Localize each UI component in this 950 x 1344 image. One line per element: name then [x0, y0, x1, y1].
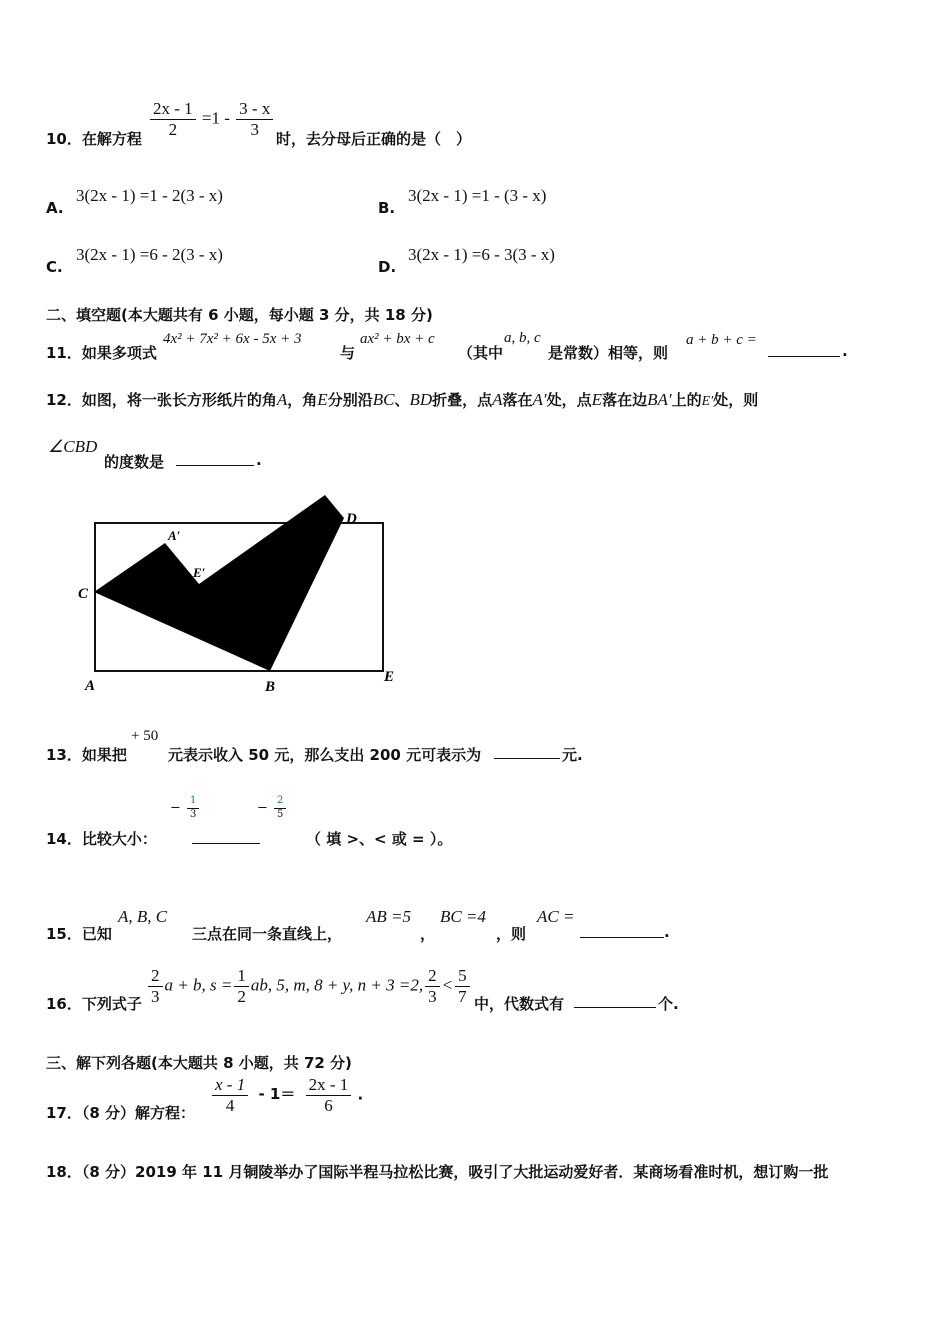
- fraction: [187, 796, 199, 820]
- label-a: A: [85, 678, 96, 694]
- q11-mid: （其中: [458, 344, 504, 362]
- q11-consts: a, b, c: [504, 330, 541, 346]
- option-c-expr: 3(2x - 1) =6 - 2(3 - x): [76, 245, 223, 264]
- section-heading-3: 三、解下列各题(本大题共 8 小题，共 72 分): [46, 1054, 352, 1072]
- fraction-numerator: 1: [187, 796, 199, 809]
- q12-text-g: 落在边: [602, 391, 648, 409]
- q16-end: 个.: [658, 995, 679, 1013]
- answer-blank[interactable]: [192, 829, 260, 848]
- q11-and: 与: [340, 344, 356, 362]
- minus-sign: −: [257, 800, 268, 816]
- fraction-denominator: 3: [428, 986, 437, 1006]
- q12-text-c: 分别沿: [327, 391, 373, 409]
- fraction-numerator: 2x - 1: [150, 100, 196, 120]
- fraction-numerator: 2: [148, 967, 163, 987]
- q12-point-e2: E: [591, 390, 603, 409]
- q14-fraction-2: [257, 796, 288, 820]
- fraction: [234, 967, 249, 1006]
- option-d-label: D.: [378, 258, 397, 276]
- q14-prefix: 14．比较大小：: [46, 830, 157, 848]
- fraction: [455, 967, 470, 1006]
- fraction: [236, 100, 273, 139]
- q15-points: A, B, C: [118, 907, 168, 926]
- q12-text-f: 处，点: [546, 391, 592, 409]
- answer-blank[interactable]: [494, 744, 560, 763]
- q11-poly1: 4x² + 7x² + 6x - 5x + 3: [163, 331, 302, 347]
- fraction-numerator: 2: [274, 796, 286, 809]
- folded-shape: [94, 495, 344, 671]
- q15-comma: ，: [420, 925, 436, 943]
- q12-point-a: A: [276, 390, 288, 409]
- q12-text-h: 上的: [671, 391, 702, 409]
- equation-middle: =1 -: [201, 108, 230, 128]
- q12-point-ep: E′: [701, 394, 714, 409]
- q12-text-b: ，角: [287, 391, 318, 409]
- q12-text-d: 折叠，点: [432, 391, 493, 409]
- fraction-denominator: 3: [151, 986, 160, 1006]
- fraction: [306, 1076, 352, 1115]
- q13-text: 元表示收入 50 元，那么支出 200 元可表示为: [168, 746, 482, 764]
- q16-part2: ab, 5, m, 8 + y, n + 3 =2,: [250, 975, 424, 995]
- q11-poly2: ax² + bx + c: [360, 331, 435, 347]
- q12-angle: ∠CBD: [48, 437, 98, 456]
- q15-prefix: 15．已知: [46, 925, 112, 943]
- q18-text: 18．（8 分）2019 年 11 月铜陵举办了国际半程马拉松比赛，吸引了大批运动爱好者．某商场看准时机，想订购一批: [46, 1163, 829, 1181]
- label-d: D: [346, 511, 357, 527]
- label-e-prime: E′: [193, 565, 206, 580]
- q12-text-e: 落在: [502, 391, 533, 409]
- q12-point-a2: A: [492, 390, 503, 409]
- q15-text: 三点在同一条直线上，: [192, 925, 343, 943]
- section-heading-2: 二、填空题(本大题共有 6 小题，每小题 3 分，共 18 分): [46, 306, 433, 324]
- fraction-numerator: x - 1: [212, 1076, 248, 1096]
- label-e: E: [384, 669, 395, 685]
- fraction-denominator: 4: [225, 1095, 235, 1115]
- fraction: [150, 100, 196, 139]
- answer-blank[interactable]: [574, 993, 656, 1012]
- q12-text-i: 处，则: [713, 391, 759, 409]
- fraction-numerator: 2x - 1: [306, 1076, 352, 1096]
- q17-end: .: [357, 1085, 364, 1104]
- fraction-denominator: 5: [277, 808, 284, 820]
- label-a-prime: A′: [168, 528, 181, 543]
- label-b: B: [265, 679, 276, 695]
- q10-tail: 时，去分母后正确的是（ ）: [276, 130, 472, 148]
- fraction-numerator: 1: [234, 967, 249, 987]
- q12-point-ap: A′: [532, 390, 547, 409]
- q12-segment-bap: BA′: [647, 390, 672, 409]
- fraction-denominator: 7: [458, 986, 467, 1006]
- q11-prefix: 11．如果多项式: [46, 344, 157, 362]
- label-c: C: [78, 586, 89, 602]
- q11-mid2: 是常数）相等，则: [548, 344, 669, 362]
- fraction-numerator: 3 - x: [236, 100, 273, 120]
- q12-sep: 、: [394, 391, 410, 409]
- q12-segment-bc: BC: [372, 390, 395, 409]
- answer-blank[interactable]: [768, 342, 840, 361]
- q13-end: 元.: [562, 746, 583, 764]
- minus-sign: −: [170, 800, 181, 816]
- q14-fraction-1: [170, 796, 201, 820]
- q12-segment-bd: BD: [409, 390, 433, 409]
- fraction-denominator: 3: [190, 808, 197, 820]
- q16-part1: a + b, s =: [164, 975, 233, 995]
- q15-then: ，则: [496, 925, 527, 943]
- q12-line1: [46, 389, 758, 410]
- q10-equation: [148, 100, 275, 139]
- q13-value: + 50: [131, 728, 159, 744]
- fraction: [425, 967, 440, 1006]
- q11-end: .: [842, 342, 848, 360]
- option-a-expr: 3(2x - 1) =1 - 2(3 - x): [76, 186, 223, 205]
- less-than: <: [441, 975, 454, 995]
- answer-blank[interactable]: [176, 451, 254, 470]
- q10-prefix: 10．在解方程: [46, 130, 142, 148]
- q16-text: 中，代数式有: [474, 995, 565, 1013]
- q16-prefix: 16．下列式子: [46, 995, 142, 1013]
- q17-equation: [210, 1076, 363, 1115]
- q15-end: .: [664, 923, 670, 941]
- q12-point-e: E: [317, 390, 328, 409]
- q17-prefix: 17．（8 分）解方程：: [46, 1104, 196, 1122]
- q14-hint: （ 填 >、< 或 = ）。: [306, 830, 453, 848]
- fraction: [212, 1076, 248, 1115]
- option-b-label: B.: [378, 199, 396, 217]
- option-b-expr: 3(2x - 1) =1 - (3 - x): [408, 186, 547, 205]
- fraction-denominator: 3: [250, 119, 259, 139]
- q11-expr: a + b + c =: [686, 332, 757, 348]
- q15-ac: AC =: [537, 907, 575, 926]
- q12-line2: 的度数是: [104, 453, 165, 471]
- q12-text-a: 12．如图，将一张长方形纸片的角: [46, 391, 277, 409]
- q17-mid: - 1＝: [258, 1085, 296, 1104]
- option-d-expr: 3(2x - 1) =6 - 3(3 - x): [408, 245, 555, 264]
- option-c-label: C.: [46, 258, 63, 276]
- fraction-denominator: 6: [324, 1095, 333, 1115]
- fraction-numerator: 5: [455, 967, 470, 987]
- answer-blank[interactable]: [580, 923, 664, 942]
- fraction: [148, 967, 163, 1006]
- option-a-label: A.: [46, 199, 64, 217]
- q15-ab: AB =5: [366, 907, 411, 926]
- fraction-denominator: 2: [237, 986, 246, 1006]
- q13-prefix: 13．如果把: [46, 746, 127, 764]
- fraction: [274, 796, 286, 820]
- q16-expression: [146, 967, 472, 1006]
- folded-rectangle-figure: [70, 488, 410, 698]
- q12-end: .: [256, 451, 262, 469]
- q15-bc: BC =4: [440, 907, 486, 926]
- fraction-denominator: 2: [168, 119, 178, 139]
- fraction-numerator: 2: [425, 967, 440, 987]
